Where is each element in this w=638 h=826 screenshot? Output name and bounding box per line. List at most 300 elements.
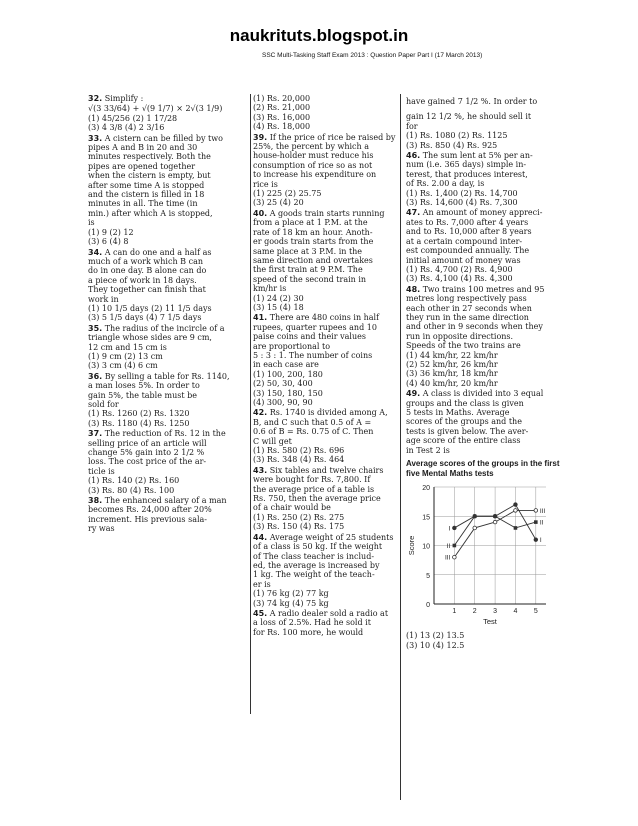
line-text: (3) 3 cm (4) 6 cm (88, 361, 158, 371)
line-text: the first train at 9 P.M. The (253, 265, 363, 275)
question-text (253, 94, 397, 103)
question-line (253, 580, 397, 589)
line-text: A cistern can be filled by two (104, 133, 223, 143)
line-text: (1) 9 cm (2) 13 cm (88, 351, 163, 361)
series-label-start: III (444, 554, 451, 562)
line-text: √(3 33/64) + √(9 1/7) × 2√(3 1/9) (88, 104, 223, 114)
line-text: (2) Rs. 21,000 (253, 103, 311, 113)
y-tick-label: 5 (426, 572, 430, 580)
line-text: (4) 300, 90, 90 (253, 398, 313, 407)
question-line (88, 486, 258, 495)
question-text (253, 209, 397, 218)
line-text: of The class teacher is includ- (253, 551, 375, 561)
line-text: The sum lent at 5% per an- (422, 151, 533, 161)
answer-option-line: (1) 13 (2) 13.5 (406, 631, 465, 641)
question-line (253, 180, 397, 189)
question-number: 46. (406, 151, 421, 161)
question-number: 45. (253, 608, 268, 618)
question-line (88, 419, 258, 428)
line-text: Rs. 1740 is divided among A, (269, 408, 388, 418)
line-text: (1) 100, 200, 180 (253, 369, 323, 379)
line-text: (3) Rs. 850 (4) Rs. 925 (406, 140, 498, 150)
line-text: er is (253, 579, 271, 589)
line-text: (1) Rs. 1080 (2) Rs. 1125 (406, 131, 508, 141)
line-text: rupees, quarter rupees and 10 (253, 322, 377, 332)
line-text: The enhanced salary of a man (104, 496, 227, 506)
question-line (406, 294, 561, 303)
line-text: for Rs. 100 more, he would (253, 627, 364, 637)
question-line (253, 113, 397, 122)
question-line (88, 209, 258, 218)
question-line (88, 276, 258, 285)
line-text: in Test 2 is (406, 445, 450, 455)
question-line (88, 257, 258, 266)
question-block (88, 248, 258, 323)
question-line (406, 332, 561, 341)
line-text: of a class is 50 kg. If the weight (253, 542, 383, 552)
y-tick-label: 0 (426, 602, 430, 610)
question-line (406, 417, 561, 426)
question-block (253, 94, 397, 132)
line-text: (1) Rs. 1260 (2) Rs. 1320 (88, 409, 190, 419)
question-number: 49. (406, 389, 421, 399)
line-text: (3) 74 kg (4) 75 kg (253, 598, 329, 608)
question-number: 40. (253, 208, 268, 218)
line-text: 5 tests in Maths. Average (406, 408, 510, 417)
question-line (88, 295, 258, 304)
question-line (253, 589, 397, 598)
question-line (253, 379, 397, 388)
line-text: C will get (253, 436, 292, 446)
question-line (253, 237, 397, 246)
question-number: 47. (406, 208, 421, 218)
line-text: min.) after which A is stopped, (88, 208, 213, 218)
line-text: 0.6 of B = Rs. 0.75 of C. Then (253, 427, 374, 437)
x-tick-label: 2 (472, 608, 477, 616)
question-line (253, 142, 397, 151)
question-text (253, 466, 397, 475)
question-text (88, 104, 258, 113)
line-text: rate of 18 km an hour. Anoth- (253, 227, 373, 237)
question-line (406, 313, 561, 322)
question-line (88, 467, 258, 476)
line-text: (1) 10 1/5 days (2) 11 1/5 days (88, 303, 212, 313)
question-text (88, 429, 258, 438)
line-text: pipes A and B in 20 and 30 (88, 143, 198, 153)
question-block (88, 372, 258, 428)
line-text: they run in the same direction (406, 312, 529, 322)
question-number: 33. (88, 133, 103, 143)
line-text: loss. The cost price of the ar- (88, 457, 207, 467)
question-line (253, 437, 397, 446)
line-text: same direction and overtakes (253, 255, 373, 265)
question-line (253, 485, 397, 494)
question-line (88, 143, 258, 152)
question-number: 37. (88, 429, 103, 439)
line-text: (3) 4 3/8 (4) 2 3/16 (88, 123, 165, 133)
series-label-end: I (539, 537, 542, 545)
question-text (88, 134, 258, 143)
question-line (253, 332, 397, 341)
question-number: 39. (253, 132, 268, 142)
line-text: A can do one and a half as (104, 247, 212, 257)
question-line (88, 476, 258, 485)
column-3-questions (406, 97, 561, 455)
question-block (253, 609, 397, 637)
question-line (253, 398, 397, 407)
question-block (253, 313, 397, 407)
line-text: each other in 27 seconds when (406, 303, 532, 313)
question-line (88, 448, 258, 457)
question-line (406, 341, 561, 350)
question-text (253, 313, 397, 322)
line-text: age score of the entire class (406, 436, 521, 446)
question-line (253, 198, 397, 207)
line-text: 25%, the percent by which a (253, 142, 370, 152)
question-text (406, 285, 561, 294)
question-line (406, 122, 561, 131)
question-line (253, 360, 397, 369)
series-label-start: II (446, 543, 451, 551)
line-text: km/hr is (253, 284, 287, 294)
line-text: (3) Rs. 16,000 (253, 112, 311, 122)
line-text: a loss of 2.5%. Had he sold it (253, 618, 371, 628)
line-text: (1) Rs. 140 (2) Rs. 160 (88, 476, 180, 486)
line-text: Average weight of 25 students (269, 532, 394, 542)
question-line (253, 561, 397, 570)
data-point (534, 520, 538, 524)
line-text: Two trains 100 metres and 95 (422, 284, 545, 294)
line-text: Speeds of the two trains are (406, 341, 521, 351)
line-text: a man loses 5%. In order to (88, 381, 200, 391)
question-line (253, 494, 397, 503)
question-text (88, 372, 258, 381)
question-line (253, 522, 397, 531)
question-line (406, 179, 561, 188)
question-line (88, 409, 258, 418)
question-line (88, 352, 258, 361)
question-block (88, 496, 258, 534)
line-text: Simplify : (104, 94, 144, 103)
data-point (534, 509, 538, 513)
line-text: triangle whose sides are 9 cm, (88, 333, 212, 343)
y-tick-label: 20 (422, 485, 430, 493)
line-text: (3) Rs. 150 (4) Rs. 175 (253, 522, 345, 532)
x-axis-label: Test (483, 617, 497, 627)
line-text: (1) Rs. 580 (2) Rs. 696 (253, 446, 345, 456)
question-line (253, 427, 397, 436)
question-block (253, 209, 397, 312)
line-text: (3) Rs. 348 (4) Rs. 464 (253, 455, 345, 465)
question-block (406, 285, 561, 388)
line-text: of a chair would be (253, 503, 331, 513)
series-label-start: I (448, 525, 451, 533)
question-line (253, 446, 397, 455)
line-text: num (i.e. 365 days) simple in- (406, 160, 527, 170)
line-text: An amount of money appreci- (422, 208, 543, 218)
question-text (406, 389, 561, 398)
line-text: tests is given below. The aver- (406, 426, 529, 436)
line-text: for (406, 121, 418, 131)
question-text (88, 94, 258, 103)
line-text: ed, the average is increased by (253, 560, 380, 570)
line-text: (4) 40 km/hr, 20 km/hr (406, 378, 498, 388)
question-line (406, 408, 561, 417)
y-tick-label: 15 (422, 514, 430, 522)
line-text: pipes are opened together (88, 161, 196, 171)
question-line (406, 112, 561, 121)
line-text: (3) 5 1/5 days (4) 7 1/5 days (88, 313, 202, 323)
question-line (406, 218, 561, 227)
line-text: (3) Rs. 80 (4) Rs. 100 (88, 485, 175, 495)
line-text: paise coins and their values (253, 332, 366, 342)
line-text: the average price of a table is (253, 484, 375, 494)
line-text: (3) 25 (4) 20 (253, 198, 304, 208)
question-line (253, 189, 397, 198)
question-line (88, 114, 258, 123)
question-line (88, 285, 258, 294)
line-text: have gained 7 1/2 %. In order to (406, 97, 538, 106)
line-text: change 5% gain into 2 1/2 % (88, 448, 205, 458)
column-divider-2 (400, 94, 401, 800)
data-point (453, 555, 457, 559)
question-line (253, 323, 397, 332)
question-line (88, 313, 258, 322)
question-line (88, 457, 258, 466)
question-line (406, 265, 561, 274)
line-text: (1) 9 (2) 12 (88, 227, 134, 237)
line-text: (1) 76 kg (2) 77 kg (253, 589, 329, 599)
question-line (406, 160, 561, 169)
data-point (534, 538, 538, 542)
data-point (473, 526, 477, 530)
data-point (473, 514, 477, 518)
question-line (88, 123, 258, 132)
line-text: (1) 44 km/hr, 22 km/hr (406, 350, 498, 360)
y-axis-label: Score (407, 535, 416, 556)
question-block (88, 429, 258, 495)
line-text: (3) 150, 180, 150 (253, 388, 323, 398)
question-line (88, 391, 258, 400)
question-text (253, 408, 397, 417)
data-point (514, 509, 518, 513)
question-block (406, 208, 561, 283)
column-3 (406, 97, 561, 650)
line-text: minutes in all. The time (in (88, 199, 198, 209)
line-text: ates to Rs. 7,000 after 4 years (406, 217, 529, 227)
line-text: consumption of rice so as not (253, 160, 373, 170)
line-text: gain 12 1/2 %, he should sell it (406, 112, 532, 122)
question-line (88, 218, 258, 227)
line-text: er goods train starts from the (253, 237, 374, 247)
question-line (253, 513, 397, 522)
question-line (253, 218, 397, 227)
question-text (88, 248, 258, 257)
question-number: 42. (253, 408, 268, 418)
question-text (88, 496, 258, 505)
line-text: (2) 52 km/hr, 26 km/hr (406, 359, 498, 369)
line-text: becomes Rs. 24,000 after 20% (88, 505, 212, 515)
question-line (88, 181, 258, 190)
line-text: groups and the class is given (406, 398, 524, 408)
line-text: and the cistern is filled in 18 (88, 190, 205, 200)
column-2 (253, 94, 397, 638)
question-line (88, 228, 258, 237)
line-text: (3) Rs. 4,100 (4) Rs. 4,300 (406, 274, 513, 284)
question-line (406, 274, 561, 283)
question-line (406, 446, 561, 455)
question-line (406, 427, 561, 436)
line-text: Rs. 750, then the average price (253, 494, 381, 504)
question-line (253, 151, 397, 160)
question-line (253, 552, 397, 561)
question-line (253, 342, 397, 351)
line-text: and to Rs. 10,000 after 8 years (406, 227, 532, 237)
question-line (253, 256, 397, 265)
question-block (253, 533, 397, 608)
question-number: 32. (88, 94, 103, 103)
line-text: in each case are (253, 360, 319, 370)
line-text: selling price of an article will (88, 438, 207, 448)
line-text: speed of the second train in (253, 274, 367, 284)
line-text: (1) Rs. 250 (2) Rs. 275 (253, 512, 345, 522)
question-line (88, 400, 258, 409)
question-text (88, 324, 258, 333)
question-line (253, 247, 397, 256)
line-text: (3) 36 km/hr, 18 km/hr (406, 369, 498, 379)
line-text: work in (88, 294, 119, 304)
question-line (253, 122, 397, 131)
line-text: same place at 3 P.M. in the (253, 246, 363, 256)
question-block (253, 466, 397, 532)
question-line (406, 360, 561, 369)
line-text: were bought for Rs. 7,800. If (253, 475, 371, 485)
data-point (514, 526, 518, 530)
question-line (406, 322, 561, 331)
line-text: and other in 9 seconds when they (406, 322, 543, 332)
line-text: They together can finish that (88, 285, 206, 295)
question-line (88, 304, 258, 313)
line-text: (3) 6 (4) 8 (88, 237, 129, 247)
line-text: (1) Rs. 4,700 (2) Rs. 4,900 (406, 264, 513, 274)
x-tick-label: 5 (533, 608, 538, 616)
question-line (406, 399, 561, 408)
line-text: There are 480 coins in half (269, 313, 380, 323)
line-text: ry was (88, 524, 115, 534)
question-block (88, 324, 258, 371)
question-line (406, 369, 561, 378)
line-text: terest, that produces interest, (406, 169, 528, 179)
question-line (253, 455, 397, 464)
line-text: (2) 50, 30, 400 (253, 379, 313, 389)
question-line (88, 199, 258, 208)
chart-answer-options (406, 631, 561, 650)
line-text: at a certain compound inter- (406, 236, 523, 246)
question-block (253, 133, 397, 208)
question-line (88, 333, 258, 342)
score-line-chart (406, 479, 561, 629)
question-number: 35. (88, 323, 103, 333)
question-line (253, 351, 397, 360)
question-number: 43. (253, 465, 268, 475)
line-text: are proportional to (253, 341, 331, 351)
question-line (88, 152, 258, 161)
question-line (406, 189, 561, 198)
line-text: house-holder must reduce his (253, 151, 374, 161)
series-label-end: III (539, 507, 546, 515)
question-line (88, 190, 258, 199)
question-text (253, 609, 397, 618)
question-line (406, 131, 561, 140)
data-point (453, 544, 457, 548)
line-text: (1) 225 (2) 25.75 (253, 189, 322, 199)
question-text (253, 533, 397, 542)
question-line (406, 351, 561, 360)
line-text: much of a work which B can (88, 256, 203, 266)
line-text: of Rs. 2.00 a day, is (406, 179, 485, 189)
line-text: is (88, 218, 95, 228)
question-block (406, 389, 561, 455)
question-line (406, 246, 561, 255)
question-line (406, 237, 561, 246)
line-text: (1) Rs. 20,000 (253, 94, 311, 103)
question-number: 34. (88, 247, 103, 257)
question-line (253, 542, 397, 551)
line-text: do in one day. B alone can do (88, 266, 207, 276)
line-text: (1) 45/256 (2) 1 17/28 (88, 113, 178, 123)
question-line (253, 503, 397, 512)
line-text: run in opposite directions. (406, 331, 514, 341)
line-text: sold for (88, 400, 119, 409)
question-block (88, 104, 258, 132)
question-text (253, 133, 397, 142)
question-text (406, 208, 561, 217)
line-text: (1) Rs. 1,400 (2) Rs. 14,700 (406, 188, 518, 198)
question-line (88, 524, 258, 533)
line-text: The radius of the incircle of a (104, 323, 225, 333)
question-line (406, 227, 561, 236)
line-text: a piece of work in 18 days. (88, 275, 197, 285)
line-text: minutes respectively. Both the (88, 152, 211, 162)
question-line (88, 505, 258, 514)
question-line (253, 303, 397, 312)
question-line (88, 361, 258, 370)
question-line (406, 170, 561, 179)
line-text: A radio dealer sold a radio at (269, 608, 389, 618)
data-point (493, 520, 497, 524)
question-text (406, 151, 561, 160)
question-line (253, 161, 397, 170)
question-line (253, 389, 397, 398)
question-line (88, 381, 258, 390)
question-line (88, 439, 258, 448)
line-text: after some time A is stopped (88, 180, 205, 190)
question-line (253, 475, 397, 484)
question-line (253, 103, 397, 112)
line-text: (3) Rs. 14,600 (4) Rs. 7,300 (406, 198, 518, 208)
question-line (253, 599, 397, 608)
line-text: (3) 15 (4) 18 (253, 302, 304, 312)
question-number: 48. (406, 284, 421, 294)
line-text: from a place at 1 P.M. at the (253, 218, 368, 228)
line-text: By selling a table for Rs. 1140, (104, 371, 230, 381)
line-text: B, and C such that 0.5 of A = (253, 417, 372, 427)
question-line (253, 294, 397, 303)
line-text: scores of the groups and the (406, 417, 522, 427)
question-line (253, 228, 397, 237)
question-line (253, 275, 397, 284)
question-line (406, 379, 561, 388)
